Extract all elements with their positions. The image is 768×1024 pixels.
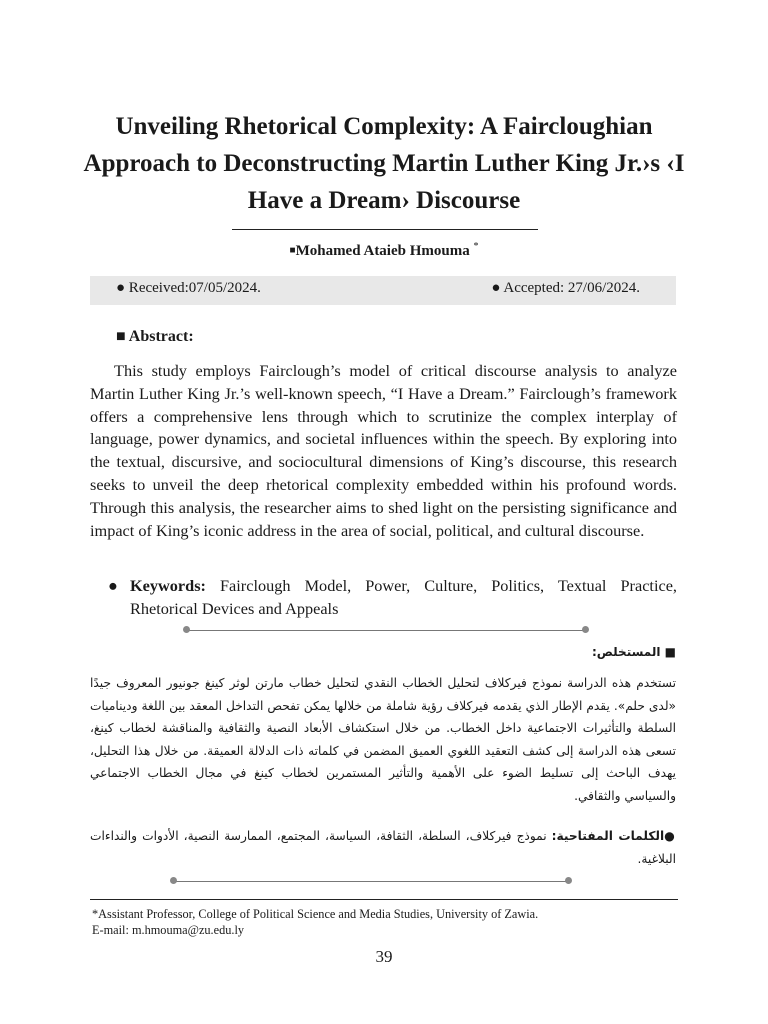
divider-dot xyxy=(565,877,572,884)
divider-dot xyxy=(582,626,589,633)
title-divider xyxy=(232,229,538,230)
paper-title: Unveiling Rhetorical Complexity: A Faircloughian Approach to Deconstructing Martin Luther King Jr.›s ‹I Have a Dream› Discourse xyxy=(83,113,685,214)
author-marker: ■ xyxy=(289,245,296,256)
arabic-keywords-label: الكلمات المفتاحية: xyxy=(551,829,665,843)
keywords xyxy=(108,574,677,620)
divider-line xyxy=(187,630,585,631)
arabic-keywords-bullet: ● xyxy=(664,829,676,843)
arabic-abstract-heading: ■ المستخلص: xyxy=(591,645,676,659)
keywords-label: Keywords: xyxy=(130,576,206,595)
keywords-list: Fairclough Model, Power, Culture, Politics, Textual Practice, Rhetorical Devices and Appeals xyxy=(130,576,677,618)
section-divider xyxy=(183,626,589,634)
arabic-keywords-list: نموذج فيركلاف، السلطة، الثقافة، السياسة، المجتمع، الممارسة النصية، الأدوات والنداءات البلاغية. xyxy=(90,829,676,866)
footnote-divider xyxy=(90,899,678,900)
author-name: Mohamed Ataieb Hmouma xyxy=(295,243,470,259)
accepted-date: ● Accepted: 27/06/2024. xyxy=(491,280,640,296)
abstract-heading: ■ Abstract: xyxy=(116,328,194,345)
dates-bar xyxy=(90,276,676,305)
page-number: 39 xyxy=(375,947,393,966)
keywords-text-block xyxy=(130,574,677,620)
keywords-bullet: ● xyxy=(108,576,118,595)
footnote-affiliation: *Assistant Professor, College of Political Science and Media Studies, University of Zawia. xyxy=(92,907,539,921)
arabic-keywords xyxy=(90,825,676,870)
divider-dot xyxy=(170,877,177,884)
abstract-body: This study employs Fairclough’s model of critical discourse analysis to analyze Martin Luther King Jr.’s well-known speech, “I Have a Dream.” Fairclough’s framework offers a comprehensive lens through which to scrutinize the complex interplay of language, power dynamics, and societal influences within the speech. By exploring into the textual, discursive, and sociocultural dimensions of King’s discourse, this research seeks to unveil the deep rhetorical complexity embedded within his profound words. Through this analysis, the researcher aims to shed light on the persisting significance and impact of King’s iconic address in the area of social, political, and cultural discourse. xyxy=(90,361,677,540)
author-line xyxy=(0,241,768,260)
section-divider xyxy=(170,877,572,885)
arabic-abstract-body: تستخدم هذه الدراسة نموذج فيركلاف لتحليل الخطاب النقدي لتحليل خطاب مارتن لوثر كينغ جونيور المعروف جيدًا «لدى حلم». يقدم الإطار الذي يقدمه فيركلاف رؤية شاملة من خلالها يمكن تفحص التداخل المعقد بين اللغة وديناميات السلطة والتأثيرات الاجتماعية داخل الخطاب. من خلال استكشاف الأبعاد النصية والثقافية والمناقشة لخطاب كينغ، تسعى هذه الدراسة إلى كشف التعقيد اللغوي العميق المضمن في كلماته ذات الدلالة العميقة. من خلال هذا التحليل، يهدف الباحث إلى تسليط الضوء على الأهمية والتأثير المستمرين لخطاب كينغ في مجال الخطاب الاجتماعي والسياسي والثقافي. xyxy=(90,676,676,803)
footnote xyxy=(92,906,538,938)
footnote-email: E-mail: m.hmouma@zu.edu.ly xyxy=(92,923,245,937)
divider-dot xyxy=(183,626,190,633)
received-date: ● Received:07/05/2024. xyxy=(116,280,261,296)
author-footnote-mark: * xyxy=(473,241,479,252)
divider-line xyxy=(174,881,568,882)
